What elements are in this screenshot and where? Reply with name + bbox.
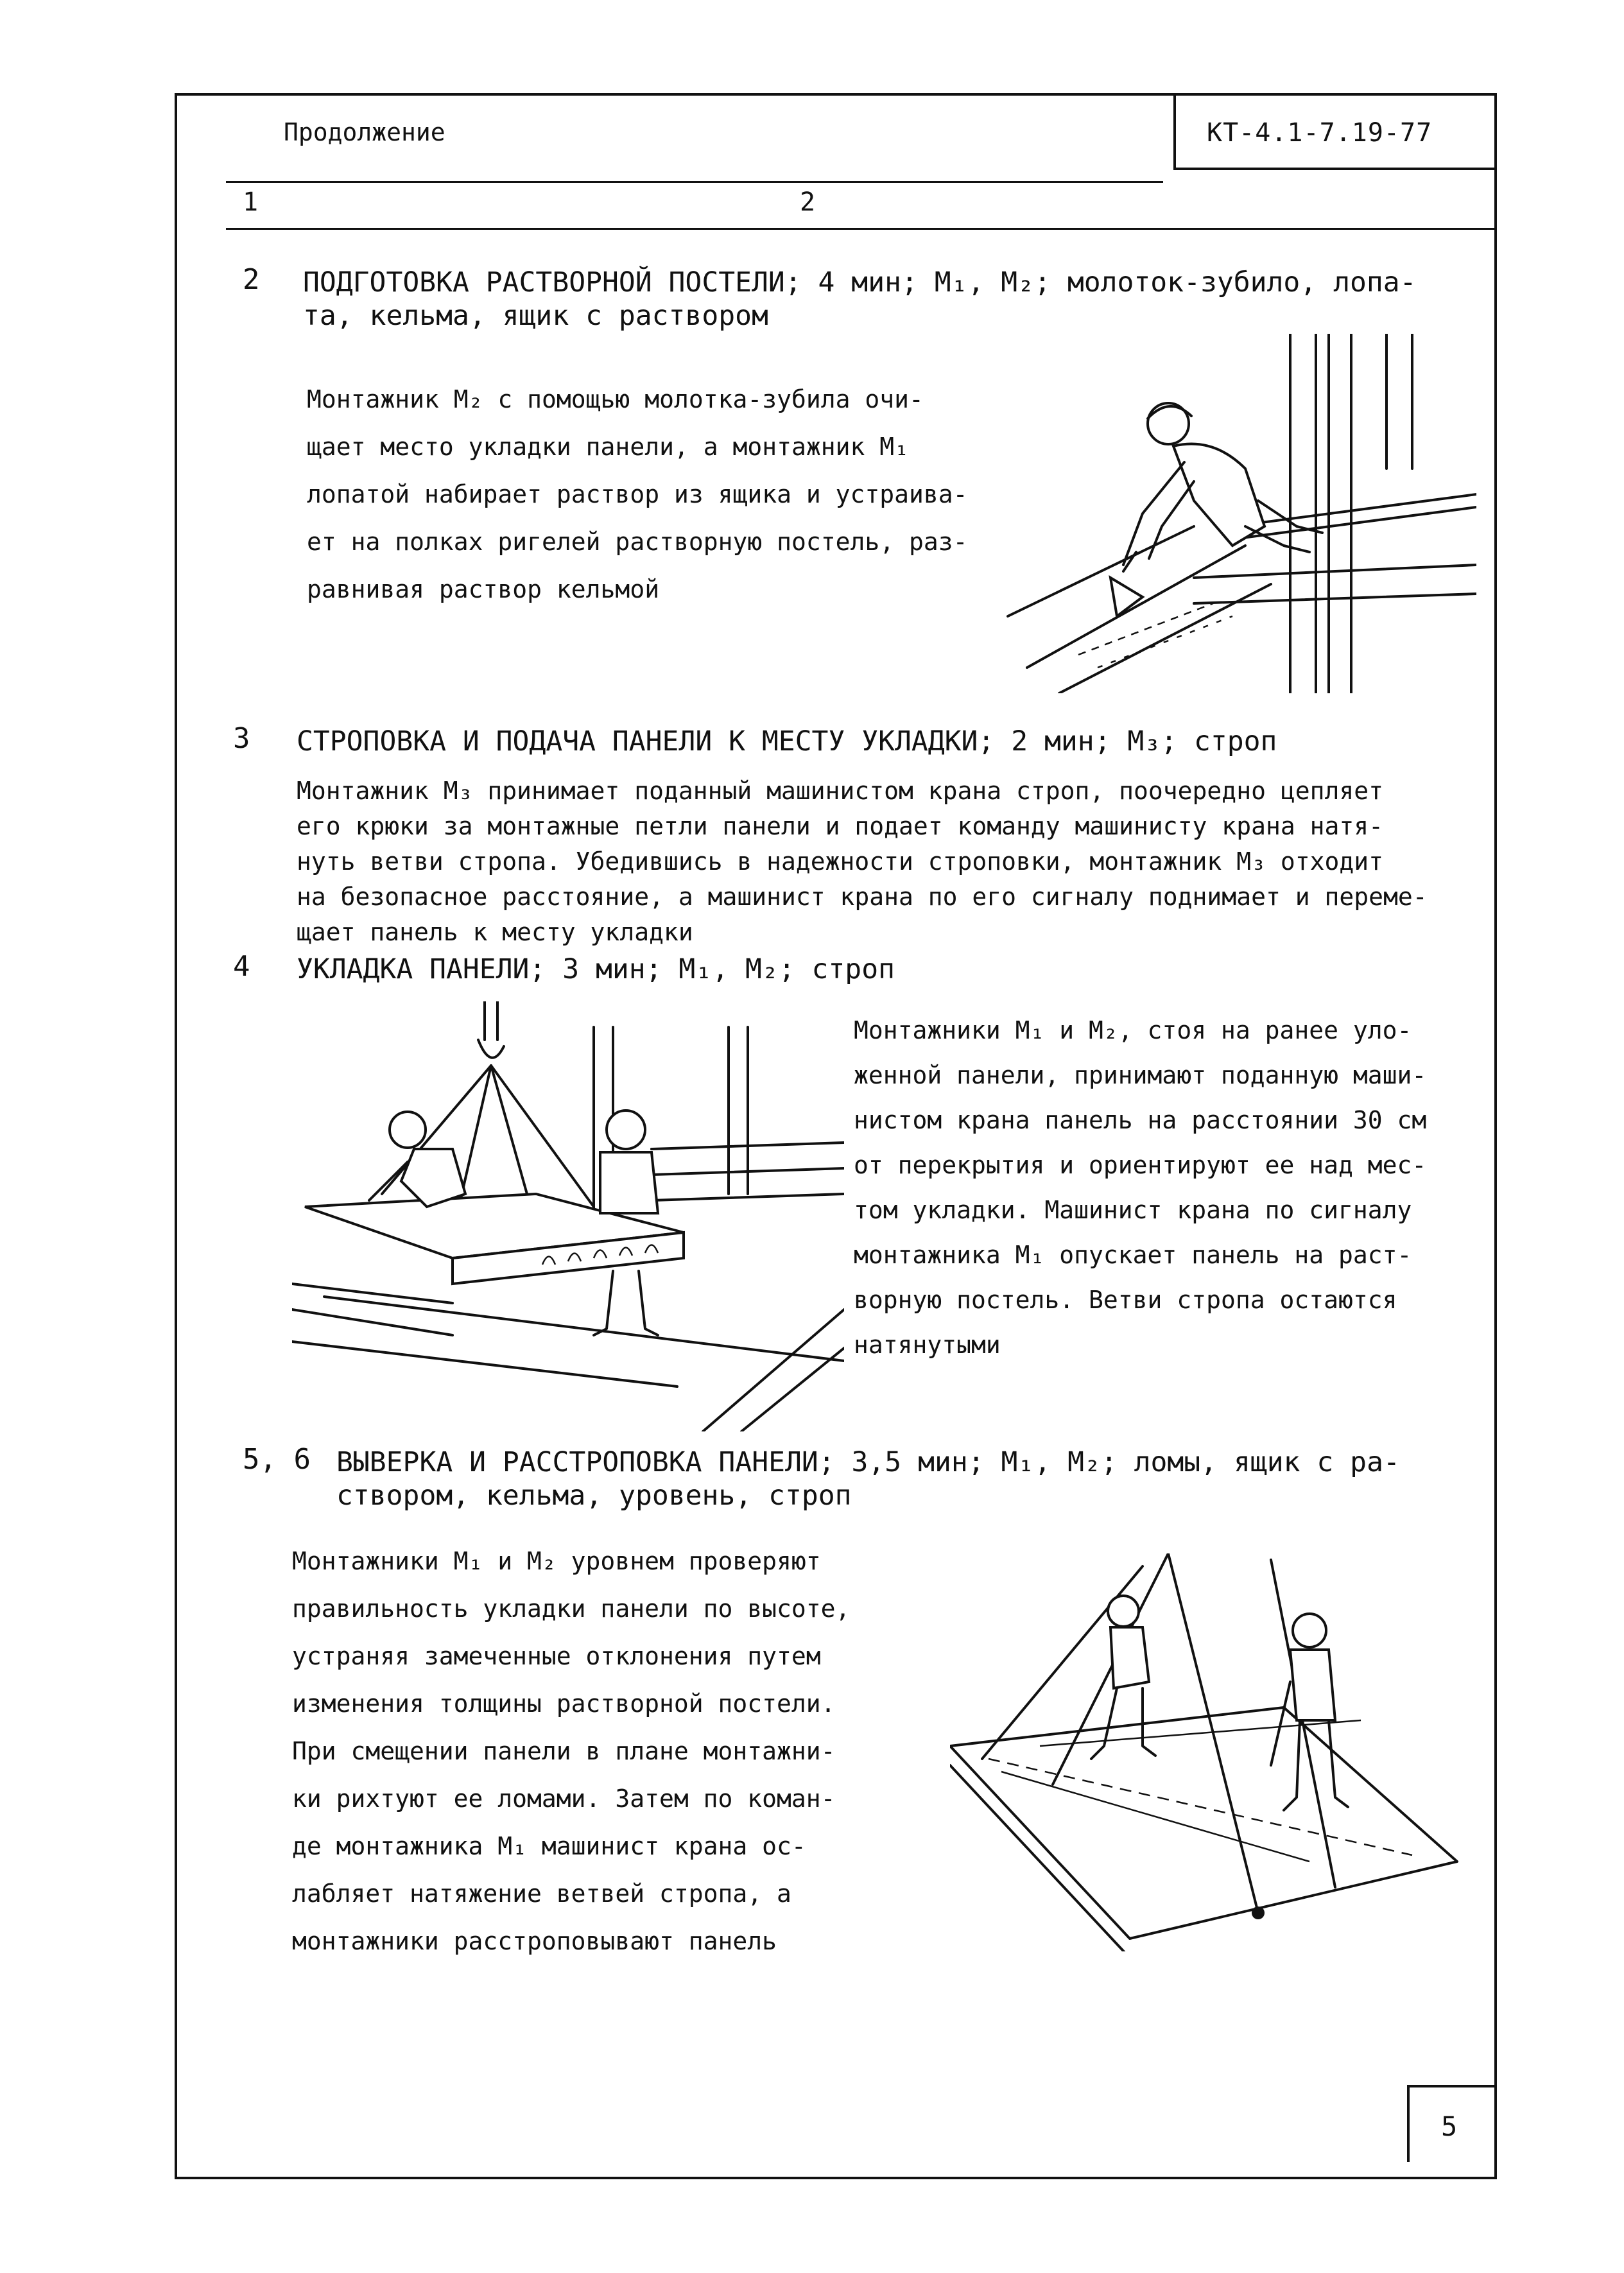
illustration-panel-alignment — [950, 1553, 1464, 1951]
section-3-number: 3 — [233, 722, 250, 755]
section-2-text-line: щает место укладки панели, а монтажник М₁ — [307, 433, 909, 461]
section-2-text-line: ет на полках ригелей растворную постель, раз- — [307, 528, 968, 556]
section-2-text-line: Монтажник М₂ с помощью молотка-зубила очи- — [307, 385, 924, 413]
section-5-6-text-line: правильность укладки панели по высоте, — [292, 1595, 851, 1623]
section-5-6-text — [292, 1537, 934, 1965]
header-rule-top — [226, 181, 1163, 183]
section-2-text-line: лопатой набирает раствор из ящика и устраива- — [307, 480, 968, 508]
section-5-6-number: 5, 6 — [243, 1443, 311, 1476]
section-3-text — [297, 774, 1484, 950]
section-3-text-line: его крюки за монтажные петли панели и подает команду машинисту крана натя- — [297, 812, 1383, 840]
section-3-text-line: щает панель к месту укладки — [297, 918, 693, 946]
section-3-title: СТРОПОВКА И ПОДАЧА ПАНЕЛИ К МЕСТУ УКЛАДКИ; 2 мин; М₃; строп — [297, 725, 1277, 757]
section-4-text-line: Монтажники М₁ и М₂, стоя на ранее уло- — [854, 1016, 1412, 1044]
section-4-text-line: женной панели, принимают поданную маши- — [854, 1061, 1427, 1089]
section-2-title-line1: ПОДГОТОВКА РАСТВОРНОЙ ПОСТЕЛИ; 4 мин; М₁, М₂; молоток-зубило, лопа- — [303, 266, 1417, 298]
section-4-text-line: нистом крана панель на расстоянии 30 см — [854, 1106, 1427, 1134]
section-5-6-text-line: изменения толщины растворной постели. — [292, 1690, 836, 1718]
section-4-text-line: от перекрытия и ориентируют ее над мес- — [854, 1151, 1427, 1179]
section-2-text — [307, 376, 1000, 613]
continuation-label: Продолжение — [284, 118, 445, 146]
section-2-title-line2: та, кельма, ящик с раствором — [303, 300, 768, 332]
section-2-number: 2 — [243, 263, 260, 296]
section-2-text-line: равнивая раствор кельмой — [307, 575, 660, 603]
section-5-6-text-line: Монтажники М₁ и М₂ уровнем проверяют — [292, 1547, 821, 1575]
column-number-2: 2 — [800, 187, 816, 217]
section-5-6-text-line: монтажники расстроповывают панель — [292, 1927, 777, 1955]
header-rule-bottom — [226, 228, 1497, 230]
illustration-mortar-bed — [1001, 334, 1476, 693]
section-4-text — [854, 1008, 1483, 1367]
page-number: 5 — [1441, 2111, 1458, 2142]
section-4-text-line: натянутыми — [854, 1331, 1001, 1359]
section-4-text-line: том укладки. Машинист крана по сигналу — [854, 1196, 1412, 1224]
section-4-number: 4 — [233, 950, 250, 983]
column-number-1: 1 — [243, 187, 259, 217]
section-4-text-line: монтажника М₁ опускает панель на раст- — [854, 1241, 1412, 1269]
section-3-text-line: Монтажник М₃ принимает поданный машинистом крана строп, поочередно цепляет — [297, 777, 1383, 805]
section-5-6-text-line: устраняя замеченные отклонения путем — [292, 1642, 821, 1670]
section-5-6-text-line: При смещении панели в плане монтажни- — [292, 1737, 836, 1765]
section-5-6-text-line: ки рихтуют ее ломами. Затем по коман- — [292, 1785, 836, 1813]
section-4-title: УКЛАДКА ПАНЕЛИ; 3 мин; М₁, М₂; строп — [297, 953, 895, 985]
section-5-6-text-line: де монтажника М₁ машинист крана ос- — [292, 1832, 806, 1860]
illustration-panel-laying — [292, 1001, 844, 1431]
document-code: КТ-4.1-7.19-77 — [1207, 118, 1433, 148]
section-5-6-text-line: лабляет натяжение ветвей стропа, а — [292, 1880, 791, 1908]
section-4-text-line: ворную постель. Ветви стропа остаются — [854, 1286, 1397, 1314]
section-3-text-line: на безопасное расстояние, а машинист крана по его сигналу поднимает и переме- — [297, 883, 1428, 911]
section-5-6-title-line2: створом, кельма, уровень, строп — [336, 1480, 852, 1512]
section-5-6-title-line1: ВЫВЕРКА И РАССТРОПОВКА ПАНЕЛИ; 3,5 мин; М₁, М₂; ломы, ящик с ра- — [336, 1446, 1400, 1478]
section-3-text-line: нуть ветви стропа. Убедившись в надежности строповки, монтажник М₃ отходит — [297, 847, 1383, 876]
